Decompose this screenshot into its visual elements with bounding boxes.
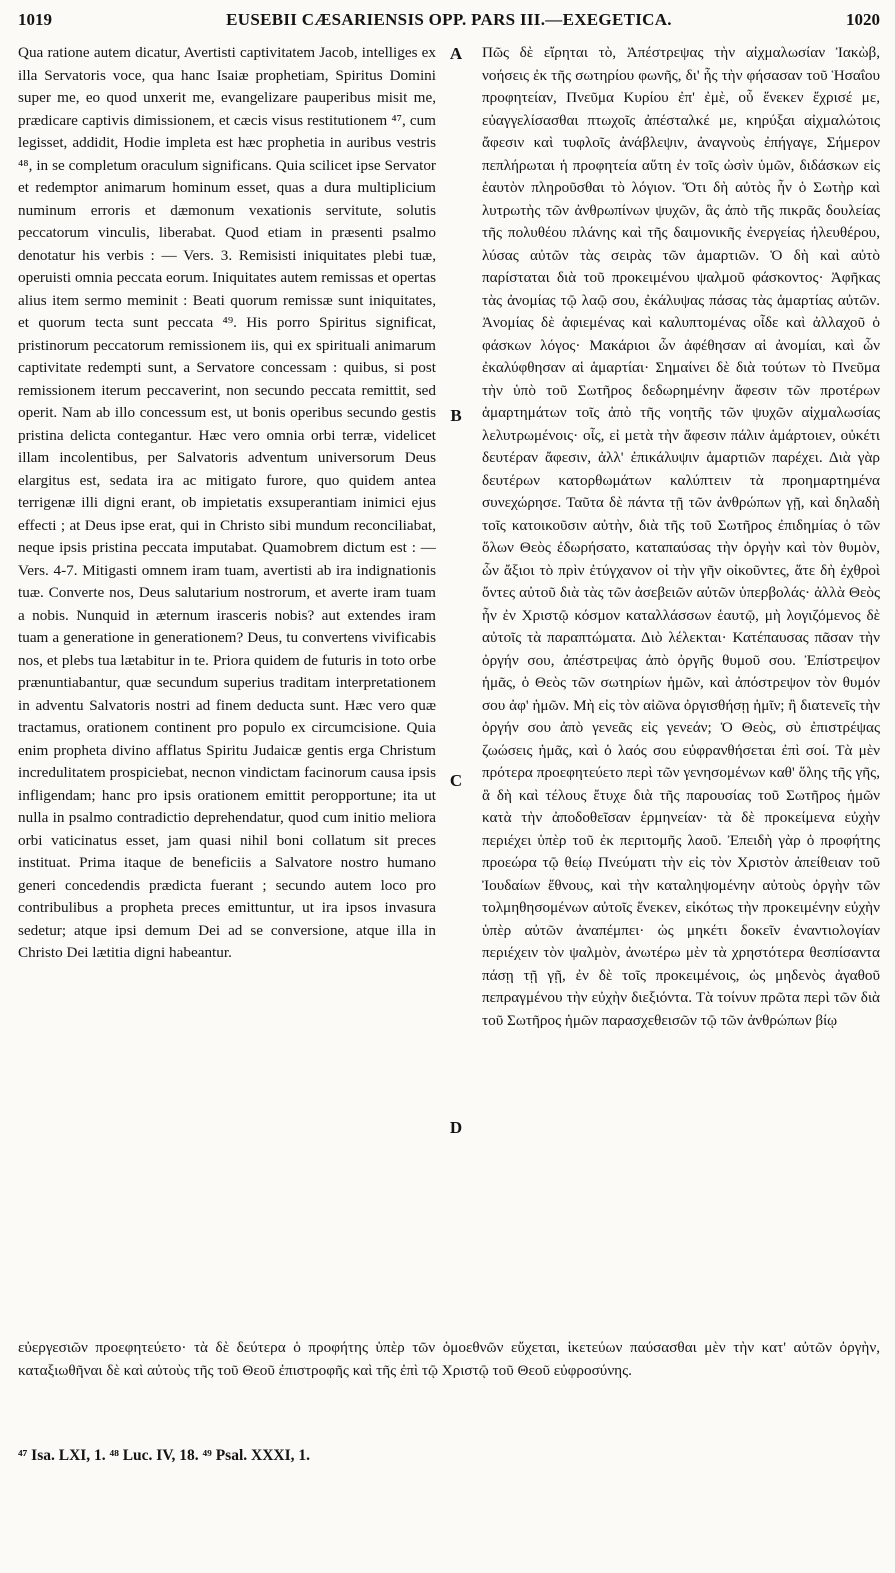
- section-marker-a: A: [449, 44, 463, 63]
- footnotes: [18, 1447, 880, 1465]
- page-number-left: 1019: [18, 10, 52, 29]
- section-marker-d: D: [449, 1118, 463, 1137]
- page-header: [18, 10, 880, 36]
- section-marker-c: C: [449, 771, 463, 790]
- greek-text: Πῶς δὲ εἴρηται τὸ, Ἀπέστρεψας τὴν αἰχμαλωσίαν Ἰακὼβ, νοήσεις ἐκ τῆς σωτηρίου φωνῆς, δι' ἧς τὴν φήσασαν τοῦ Ἡσαΐου προφητείαν, Πνεῦμα Κυρίου ἐπ' ἐμὲ, οὗ ἕνεκεν ἔχρισέ με, εὐαγγελίσασθαι πτωχοῖς ἀπέσταλκέ με, κηρύξαι αἰχμαλώτοις ἄφεσιν καὶ τυφλοῖς ἀνάβλεψιν, ἀναγνοὺς ἐπήγαγε, Σήμερον πεπλήρωται ἡ προφητεία αὕτη ἐν τοῖς ὠσὶν ὑμῶν, διδάσκων εἰς ἑαυτὸν πληροῦσθαι τὸ λόγιον. Ὅτι δὴ αὐτὸς ἦν ὁ Σωτὴρ καὶ λυτρωτὴς τῶν ἀνθρωπίνων ψυχῶν, ἃς ἀπὸ τῆς πικρᾶς δουλείας τῆς πολυθέου πλάνης καὶ τῆς δαιμονικῆς ἐνεργείας ἠλευθέρου, λύσας αὐτῶν τὰς σειρὰς τῶν ἁμαρτιῶν. Ὁ δὴ καὶ αὐτὸ παρίσταται διὰ τοῦ προκειμένου ψαλμοῦ φάσκοντος· Ἀφῆκας τὰς ἀνομίας τῷ λαῷ σου, ἐκάλυψας πάσας τὰς ἁμαρτίας αὐτῶν. Ἀνομίας δὲ ἀφιεμένας καὶ καλυπτομένας οἶδε καὶ ἀλλαχοῦ ὁ φάσκων λόγος· Μακάριοι ὧν ἀφέθησαν αἱ ἀνομίαι, καὶ ὧν ἐκαλύφθησαν αἱ ἁμαρτίαι· Σημαίνει δὲ διὰ τούτων τὸ Πνεῦμα τὴν ὑπὸ τοῦ Σωτῆρος δεδωρημένην ἄφεσιν τῶν προτέρων ἁμαρτημάτων τοῖς ἀπὸ τῆς νοητῆς τῶν ψυχῶν αἰχμαλωσίας λελυτρωμένοις· οἷς, εἰ μετὰ τὴν ἄφεσιν πάλιν ἁμάρτοιεν, οὐκέτι δευτέραν ἄφεσιν, ἀλλ' ἐπικάλυψιν ἁμαρτιῶν παρέχει. Διὰ γὰρ δευτέρων κατορθωμάτων καλύπτειν τὰ προημαρτημένα συνεχώρησε. Ταῦτα δὲ πάντα τῇ τῶν ἀνθρώπων γῇ, καὶ δηλαδὴ τοῖς κατοικοῦσιν αὐτὴν, διὰ τῆς τοῦ Σωτῆρος ἐπιδημίας ὁ τῶν ὅλων Θεὸς ἐδωρήσατο, καταπαύσας τὴν ὀργὴν καὶ τὸν θυμὸν, ὧν ἄξιοι τὸ πρὶν ἐτύγχανον οἱ τὴν γῆν οἰκοῦντες, ἅτε δὴ ἐχθροὶ ὄντες αὐτοῦ διὰ τὰς τῶν ἀσεβειῶν αὐτῶν ὑπερβολάς· ἀλλὰ Θεὸς ἦν ἐν Χριστῷ κόσμον καταλλάσσων ἑαυτῷ, μὴ λογιζόμενος δὲ αὐτοῖς τὰ παραπτώματα. Διὸ λέλεκται· Κατέπαυσας πᾶσαν τὴν ὀργήν σου, ἀπέστρεψας ἀπὸ ὀργῆς θυμοῦ σου. Ἐπίστρεψον ἡμᾶς, ὁ Θεὸς τῶν σωτηρίων ἡμῶν, καὶ ἀπόστρεψον τὸν θυμόν σου ἀφ' ἡμῶν. Μὴ εἰς τὸν αἰῶνα ὀργισθήσῃ ἡμῖν; ἢ διατενεῖς τὴν ὀργήν σου ἀπὸ γενεᾶς εἰς γενεάν; Ὁ Θεὸς, σὺ ἐπιστρέψας ζωώσεις ἡμᾶς, καὶ ὁ λαός σου εὐφρανθήσεται ἐπὶ σοί. Τὰ μὲν πρότερα προεφητεύετο περὶ τῶν γενησομένων καθ' ὅλης τῆς γῆς, ἃ δὴ καὶ τέλους ἔτυχε διὰ τῆς παρουσίας τοῦ Σωτῆρος ἡμῶν κατὰ τὴν ἀποδοθεῖσαν ἑρμηνείαν· τὰ δὲ προκείμενα εὐχὴν περιέχει ὑπὲρ τοῦ ἐκ περιτομῆς λαοῦ. Ἐπειδὴ γὰρ ὁ προφήτης προεώρα τῷ θείῳ Πνεύματι τὴν εἰς τὸν Χριστὸν ἀπείθειαν τοῦ Ἰουδαίων ἔθνους, καὶ τὴν καταληψομένην αὐτοὺς ὀργὴν τῶν τολμηθησομένων αὐτοῖς ἕνεκεν, εἰκότως τὴν προκειμένην εὐχὴν ὑπὲρ αὐτῶν ἀναπέμπει· ὡς μηκέτι δοκεῖν ἐναντιολογίαν περιέχειν τὸν ψαλμὸν, ἀνωτέρω μὲν τὰ χρηστότερα θεσπίσαντα πάσῃ τῇ γῇ, ἐν δὲ τοῖς προκειμένοις, ὡς μηδενὸς ἀγαθοῦ πεπραγμένου τὴν εὐχὴν διεξιόντα. Τὰ τοίνυν πρῶτα περὶ τῶν διὰ τοῦ Σωτῆρος ἡμῶν παρασχεθεισῶν τῷ τῶν ἀνθρώπων βίῳ: [482, 44, 880, 1029]
- full-width-continuation: [18, 1337, 880, 1382]
- running-title: EUSEBII CÆSARIENSIS OPP. PARS III.—EXEGETICA.: [226, 10, 672, 29]
- greek-column: [482, 42, 880, 1032]
- footnote-text: ⁴⁷ Isa. LXI, 1. ⁴⁸ Luc. IV, 18. ⁴⁹ Psal. XXXI, 1.: [18, 1447, 310, 1464]
- latin-text: Qua ratione autem dicatur, Avertisti captivitatem Jacob, intelliges ex illa Servatoris voce, qua hanc Isaiæ prophetiam, Spiritus Domini super me, eo quod unxerit me, evangelizare pauperibus misit me, prædicare captivis dimissionem, et cæcis visus restitutionem ⁴⁷, cum legisset, addidit, Hodie impleta est hæc prophetia in auribus vestris ⁴⁸, in se completum oraculum significans. Quia scilicet ipse Servator et redemptor animarum hominum esset, quas a dura multiplicium numinum erroris et dæmonum vexationis servitute, solutis peccatorum vinculis, liberabat. Quod etiam in præsenti psalmo denotatur his verbis : — Vers. 3. Remisisti iniquitates plebi tuæ, operuisti omnia peccata eorum. Iniquitates autem remissas et opertas alius item sermo meminit : Beati quorum remissæ sunt iniquitates, et quorum tecta sunt peccata ⁴⁹. His porro Spiritus significat, pristinorum peccatorum remissionem iis, qui ex spirituali animarum captivitate redempti sunt, a Servatore concessam : quibus, si post remissionem iterum peccaverint, non secundo peccata remittit, sed operit. Nam ab illo concessum est, ut bonis operibus secundo gestis pristina delicta contegantur. Hæc vero omnia orbi terræ, videlicet illam incolentibus, per Salvatoris adventum universorum Deus elargitus est, sedata ira ac mitigato furore, quo quidem antea terrigenæ illi digni erant, ob impietatis exsuperantiam inimici ejus effecti ; at Deus ipse erat, qui in Christo sibi mundum reconciliabat, neque ipsis pristina peccata imputabat. Quamobrem dictum est : — Vers. 4-7. Mitigasti omnem iram tuam, avertisti ab ira indignationis tuæ. Converte nos, Deus salutarium nostrorum, et averte iram tuam a nobis. Nunquid in æternum irasceris nobis? aut extendes iram tuam a generatione in generationem? Deus, tu convertens vivificabis nos, et plebs tua lætabitur in te. Priora quidem de futuris in toto orbe prænuntiabantur, quæ secundum superius traditam interpretationem in adventu Salvatoris nostri ad finem deducta sunt. Hæc vero quæ tractamus, orationem continent pro populo ex circumcisione. Quia enim propheta divino afflatus Spiritu Judaicæ gentis erga Christum incredulitatem prospiciebat, necnon vindictam facinorum causa ipsis infligendam; hanc pro ipsis orationem emittit peropportune; ita ut nulla in psalmo contradictio deprehendatur, quod cum initio meliora orbi vaticinatus esset, jam quasi nihil boni collatum sit preces instituat. Prima itaque de beneficiis a Salvatore nostro humano generi concedendis prædicta fuerant ; secundo autem loco pro contribulibus a propheta preces emittuntur, ut ira ipsos invasura sedetur; atque ipsi demum Dei ad se conversione, atque illa in Christo Dei lætitia digni habeantur.: [18, 44, 436, 961]
- latin-column: [18, 42, 436, 965]
- page-number-right: 1020: [846, 10, 880, 29]
- continuation-text: εὐεργεσιῶν προεφητεύετο· τὰ δὲ δεύτερα ὁ προφήτης ὑπὲρ τῶν ὁμοεθνῶν εὔχεται, ἱκετεύων παύσασθαι μὲν τὴν κατ' αὐτῶν ὀργὴν, καταξιωθῆναι δὲ καὶ αὐτοὺς τῆς τοῦ Θεοῦ ἐπιστροφῆς καὶ τῆς ἐπὶ τῷ Χριστῷ τοῦ Θεοῦ εὐφροσύνης.: [18, 1339, 880, 1379]
- section-marker-b: B: [450, 406, 462, 425]
